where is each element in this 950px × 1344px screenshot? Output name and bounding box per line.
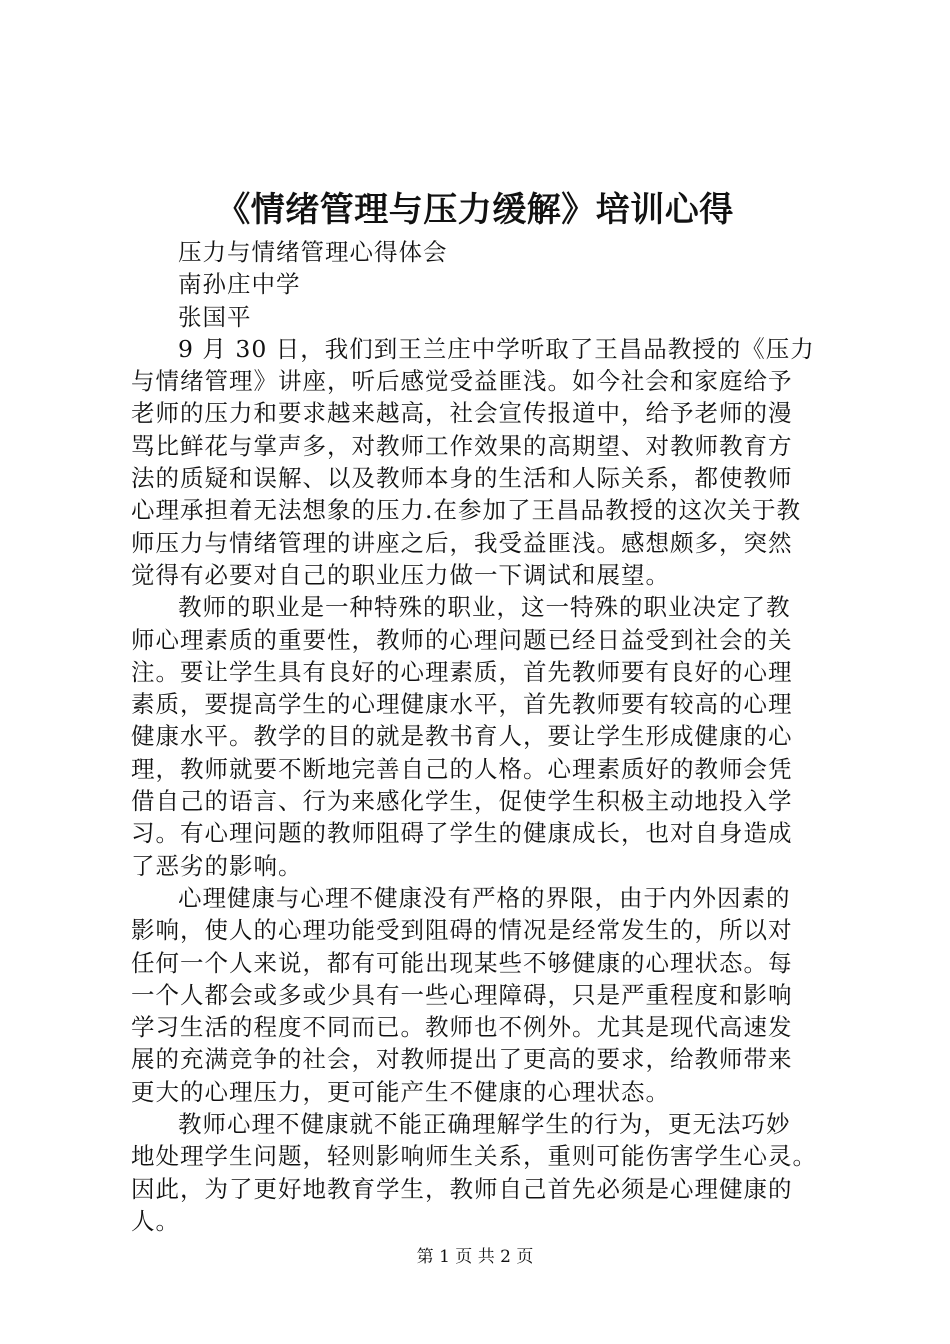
paragraph-line: 觉得有必要对自己的职业压力做一下调试和展望。	[131, 560, 670, 589]
paragraph-line: 师心理素质的重要性，教师的心理问题已经日益受到社会的关	[131, 625, 793, 654]
school-line: 南孙庄中学	[178, 270, 301, 299]
paragraph-line: 展的充满竞争的社会，对教师提出了更高的要求，给教师带来	[131, 1045, 793, 1074]
paragraph-line: 与情绪管理》讲座，听后感觉受益匪浅。如今社会和家庭给予	[131, 367, 793, 396]
paragraph-line: 法的质疑和误解、以及教师本身的生活和人际关系，都使教师	[131, 464, 793, 493]
paragraph-line: 习。有心理问题的教师阻碍了学生的健康成长，也对自身造成	[131, 819, 793, 848]
paragraph-line: 注。要让学生具有良好的心理素质，首先教师要有良好的心理	[131, 657, 793, 686]
paragraph-line: 一个人都会或多或少具有一些心理障碍，只是严重程度和影响	[131, 980, 793, 1009]
paragraph-line: 了恶劣的影响。	[131, 851, 303, 880]
paragraph-line: 健康水平。教学的目的就是教书育人，要让学生形成健康的心	[131, 722, 793, 751]
paragraph-line: 地处理学生问题，轻则影响师生关系，重则可能伤害学生心灵。	[131, 1142, 817, 1171]
subtitle-line: 压力与情绪管理心得体会	[178, 238, 448, 266]
paragraph-4	[131, 1108, 831, 1237]
paragraph-line: 师压力与情绪管理的讲座之后，我受益匪浅。感想颇多，突然	[131, 528, 793, 557]
paragraph-line: 素质，要提高学生的心理健康水平，首先教师要有较高的心理	[131, 690, 793, 719]
document-body	[131, 236, 831, 1237]
paragraph-line: 教师的职业是一种特殊的职业，这一特殊的职业决定了教	[178, 593, 791, 622]
document-title: 《情绪管理与压力缓解》培训心得	[216, 190, 734, 230]
paragraph-2	[131, 591, 831, 882]
paragraph-line: 借自己的语言、行为来感化学生，促使学生积极主动地投入学	[131, 787, 793, 816]
paragraph-line: 任何一个人来说，都有可能出现某些不够健康的心理状态。每	[131, 948, 793, 977]
paragraph-line: 更大的心理压力，更可能产生不健康的心理状态。	[131, 1077, 670, 1106]
paragraph-3	[131, 882, 831, 1108]
paragraph-line: 学习生活的程度不同而已。教师也不例外。尤其是现代高速发	[131, 1013, 793, 1042]
paragraph-1	[131, 333, 831, 591]
paragraph-line: 心理承担着无法想象的压力.在参加了王昌品教授的这次关于教	[131, 496, 801, 525]
paragraph-line: 理，教师就要不断地完善自己的人格。心理素质好的教师会凭	[131, 754, 793, 783]
paragraph-line: 人。	[131, 1206, 180, 1235]
paragraph-line: 教师心理不健康就不能正确理解学生的行为，更无法巧妙	[178, 1110, 791, 1139]
author-line: 张国平	[178, 302, 252, 331]
page-footer: 第 1 页 共 2 页	[416, 1247, 534, 1267]
paragraph-line: 影响，使人的心理功能受到阻碍的情况是经常发生的，所以对	[131, 916, 793, 945]
paragraph-line: 骂比鲜花与掌声多，对教师工作效果的高期望、对教师教育方	[131, 431, 793, 460]
paragraph-line: 老师的压力和要求越来越高，社会宣传报道中，给予老师的漫	[131, 399, 793, 428]
paragraph-line: 心理健康与心理不健康没有严格的界限，由于内外因素的	[178, 883, 791, 912]
paragraph-line: 9 月 30 日，我们到王兰庄中学听取了王昌品教授的《压力	[178, 334, 815, 363]
paragraph-line: 因此，为了更好地教育学生，教师自己首先必须是心理健康的	[131, 1174, 793, 1203]
